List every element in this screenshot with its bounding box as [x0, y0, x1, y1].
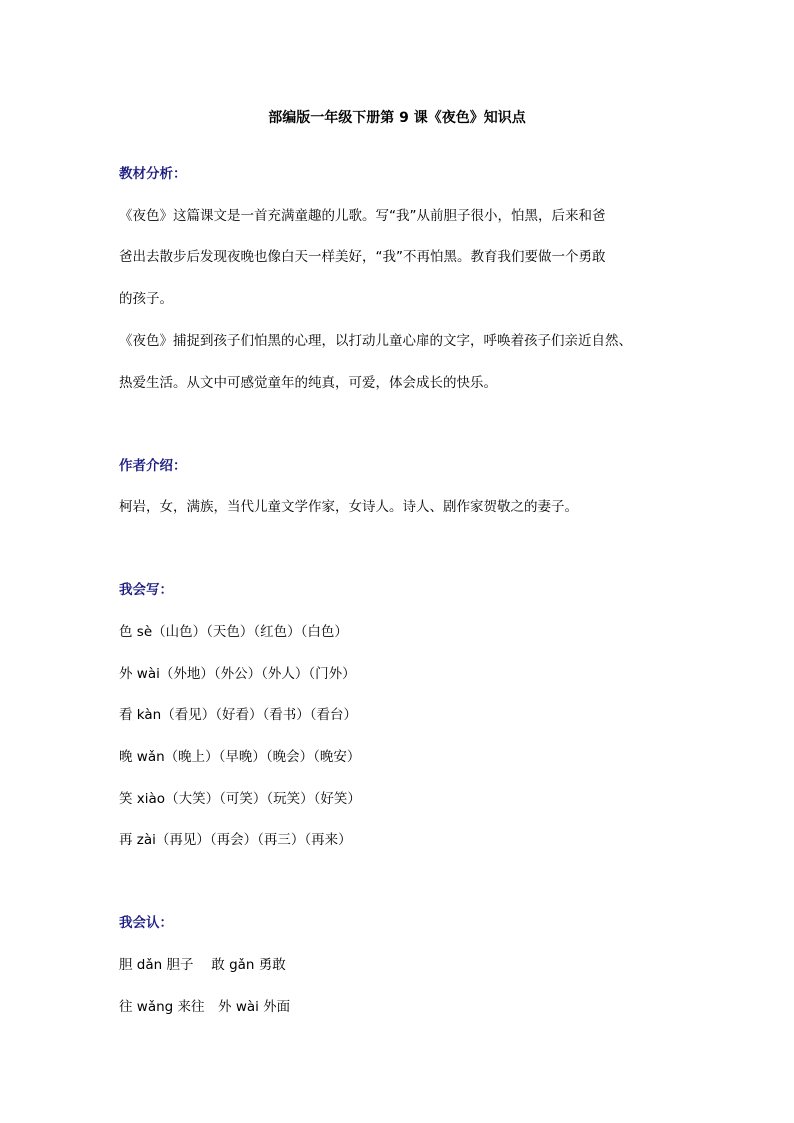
section-heading-author-intro: 作者介绍： [119, 458, 187, 474]
paragraph-line: 《夜色》捕捉到孩子们怕黑的心理，以打动儿童心扉的文字，呼唤着孩子们亲近自然、 [119, 333, 632, 349]
vocab-line: 胆 dǎn 胆子 敢 gǎn 勇敢 [119, 957, 286, 973]
vocab-line: 外 wài（外地）（外公）（外人）（门外） [119, 666, 356, 682]
vocab-line: 晚 wǎn（晚上）（早晚）（晚会）（晚安） [119, 749, 361, 765]
document-title: 部编版一年级下册第 9 课《夜色》知识点 [268, 110, 526, 126]
vocab-line: 笑 xiào（大笑）（可笑）（玩笑）（好笑） [119, 791, 361, 807]
paragraph-line: 热爱生活。从文中可感觉童年的纯真，可爱，体会成长的快乐。 [119, 375, 497, 391]
vocab-line: 色 sè（山色）（天色）（红色）（白色） [119, 624, 348, 640]
section-heading-textbook-analysis: 教材分析： [119, 166, 187, 182]
vocab-line: 往 wǎng 来往 外 wài 外面 [119, 999, 291, 1015]
paragraph-line: 《夜色》这篇课文是一首充满童趣的儿歌。写“我”从前胆子很小，怕黑，后来和爸 [119, 208, 606, 224]
paragraph-line: 的孩子。 [119, 291, 173, 307]
section-heading-i-can-recognize: 我会认： [119, 915, 173, 931]
vocab-line: 看 kàn（看见）（好看）（看书）（看台） [119, 707, 357, 723]
paragraph-line: 柯岩，女，满族，当代儿童文学作家，女诗人。诗人、剧作家贺敬之的妻子。 [119, 499, 578, 515]
section-heading-i-can-write: 我会写： [119, 582, 173, 598]
vocab-line: 再 zài（再见）（再会）（再三）（再来） [119, 832, 352, 848]
paragraph-line: 爸出去散步后发现夜晚也像白天一样美好，“我”不再怕黑。教育我们要做一个勇敢 [119, 249, 606, 265]
